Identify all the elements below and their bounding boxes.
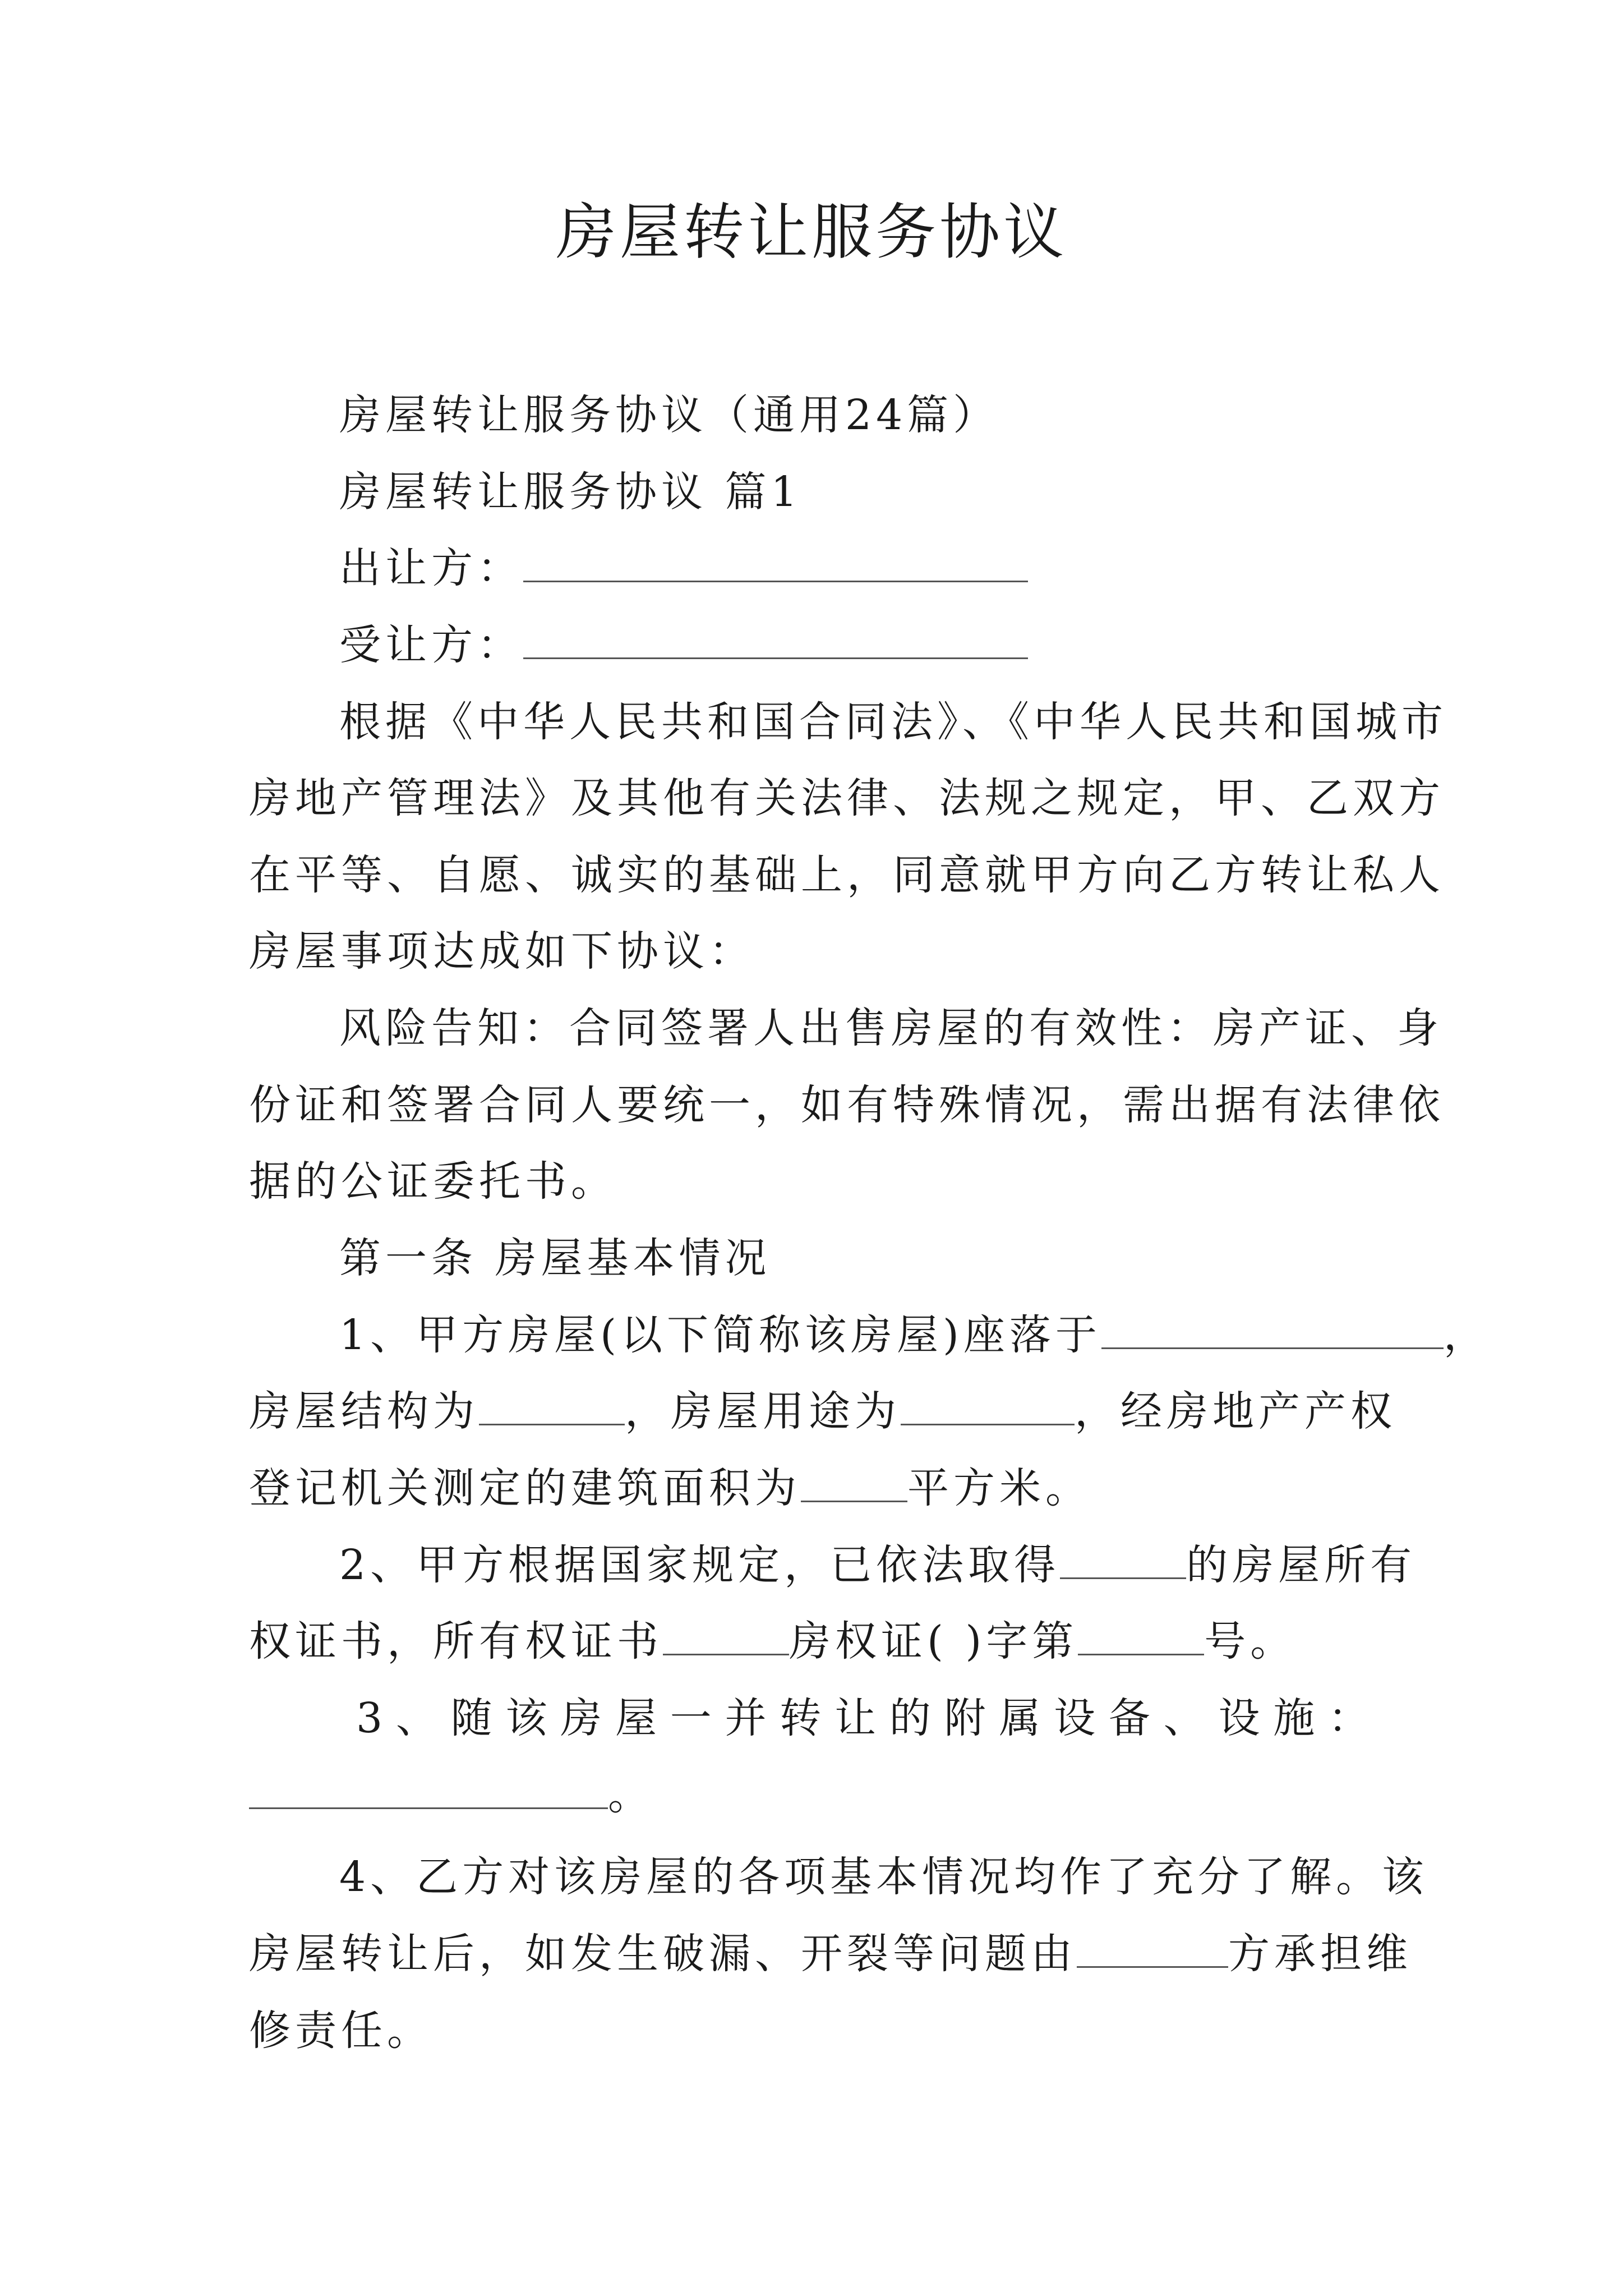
- item1-line-3: [249, 1460, 1376, 1516]
- area-blank: [801, 1466, 907, 1502]
- risk-line-3: 据的公证委托书。: [249, 1157, 617, 1205]
- item3-line-1: 3、随该房屋一并转让的附属设备、设施：: [356, 1694, 1374, 1742]
- structure-blank: [479, 1389, 625, 1425]
- document-subtitle: 房屋转让服务协议（通用24篇）: [339, 391, 999, 439]
- item3-part-b: 。: [608, 1771, 654, 1819]
- item1-part-g: 平方米。: [907, 1464, 1091, 1512]
- certificate-number-blank: [1078, 1619, 1204, 1655]
- item4-line-2: [249, 1926, 1412, 1982]
- item1-part-a: 1、甲方房屋(以下简称该房屋)座落于: [339, 1311, 1101, 1359]
- item4-part-a: 房屋转让后，如发生破漏、开裂等问题由: [249, 1930, 1077, 1978]
- intro-line-1: 根据《中华人民共和国合同法》、《中华人民共和国城市: [339, 698, 1447, 746]
- obtained-blank: [1060, 1543, 1186, 1579]
- item1-part-f: 登记机关测定的建筑面积为: [249, 1464, 801, 1512]
- buyer-blank: [523, 623, 1028, 659]
- section-heading: 房屋转让服务协议 篇1: [339, 468, 802, 516]
- item4-line-3: 修责任。: [249, 2007, 433, 2055]
- item2-line-1: [339, 1537, 1416, 1593]
- certificate-blank: [663, 1619, 789, 1655]
- seller-label: 出让方：: [339, 544, 523, 592]
- intro-line-2: 房地产管理法》及其他有关法律、法规之规定，甲、乙双方: [249, 774, 1445, 822]
- item2-part-a: 2、甲方根据国家规定，已依法取得: [339, 1541, 1061, 1589]
- item2-part-e: 号。: [1204, 1617, 1297, 1665]
- item2-line-2: [249, 1613, 1376, 1669]
- location-blank: [1101, 1313, 1444, 1349]
- item2-part-d: 房权证( )字第: [789, 1617, 1078, 1665]
- item1-line-2: [249, 1383, 1396, 1439]
- risk-line-2: 份证和签署合同人要统一，如有特殊情况，需出据有法律依: [249, 1081, 1445, 1129]
- seller-line: [339, 540, 1028, 596]
- document-title: 房屋转让服务协议: [555, 197, 1067, 268]
- item4-line-1: 4、乙方对该房屋的各项基本情况均作了充分了解。该: [339, 1853, 1428, 1901]
- repair-party-blank: [1077, 1931, 1228, 1968]
- item4-part-b: 方承担维: [1228, 1930, 1412, 1978]
- item3-line-2: [249, 1767, 1376, 1823]
- item1-part-b: ，: [1443, 1311, 1490, 1359]
- item1-part-c: 房屋结构为: [249, 1387, 479, 1435]
- article1-heading: 第一条 房屋基本情况: [339, 1234, 771, 1282]
- item1-part-e: ，经房地产产权: [1075, 1387, 1396, 1435]
- facilities-blank: [249, 1773, 608, 1809]
- buyer-label: 受让方：: [339, 621, 523, 669]
- item2-part-b: 的房屋所有: [1186, 1541, 1417, 1589]
- item1-line-1: [339, 1307, 1490, 1363]
- usage-blank: [901, 1389, 1075, 1425]
- intro-line-3: 在平等、自愿、诚实的基础上，同意就甲方向乙方转让私人: [249, 851, 1445, 899]
- intro-line-4: 房屋事项达成如下协议：: [249, 927, 755, 976]
- risk-line-1: 风险告知：合同签署人出售房屋的有效性：房产证、身: [339, 1004, 1443, 1052]
- buyer-line: [339, 617, 1028, 673]
- item1-part-d: ，房屋用途为: [625, 1387, 901, 1435]
- seller-blank: [523, 546, 1028, 582]
- item2-part-c: 权证书，所有权证书: [249, 1617, 663, 1665]
